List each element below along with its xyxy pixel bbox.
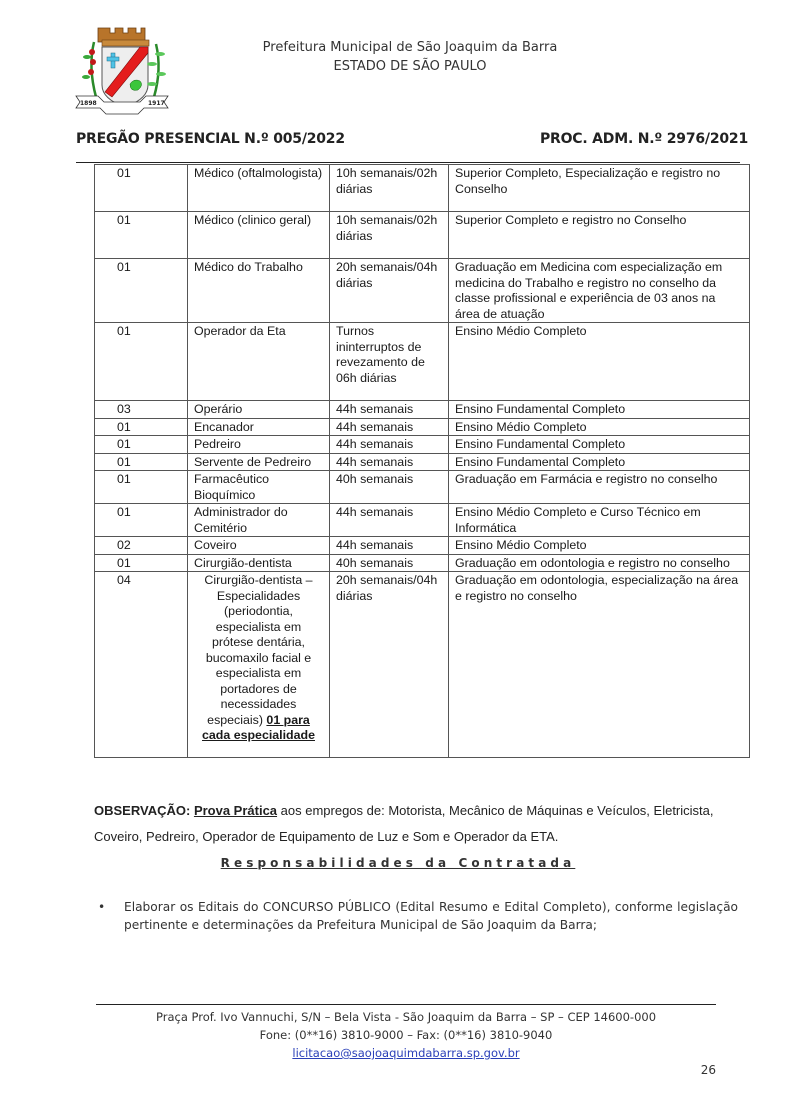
hours-cell: Turnos ininterruptos de revezamento de 06h diárias [330, 323, 449, 401]
qty-cell: 01 [95, 453, 188, 471]
hours-cell: 10h semanais/02h diárias [330, 165, 449, 212]
requirements-cell: Superior Completo e registro no Conselho [449, 212, 750, 259]
role-text: Cirurgião-dentista – Especialidades (periodontia, especialista em prótese dentária, bucomaxilo facial e especialista em portadores de necessidades especiais) [204, 573, 313, 727]
requirements-cell: Graduação em odontologia, especialização na área e registro no conselho [449, 572, 750, 758]
table-row [95, 436, 750, 454]
state-name: ESTADO DE SÃO PAULO [333, 59, 487, 74]
positions-table [94, 164, 750, 758]
footer-email-link[interactable]: licitacao@saojoaquimdabarra.sp.gov.br [292, 1046, 520, 1060]
observation-note [94, 798, 754, 850]
table-row [95, 572, 750, 758]
list-item-text: Elaborar os Editais do CONCURSO PÚBLICO (Edital Resumo e Edital Completo), conforme legislação pertinente e determinações da Prefeitura Municipal de São Joaquim da Barra; [124, 900, 738, 932]
role-cell: Médico do Trabalho [188, 259, 330, 323]
footer-address: Praça Prof. Ivo Vannuchi, S/N – Bela Vista - São Joaquim da Barra – SP – CEP 14600-000 [155, 1010, 657, 1024]
observation-label: OBSERVAÇÃO: [94, 803, 191, 818]
requirements-cell: Ensino Médio Completo [449, 418, 750, 436]
letterhead [200, 38, 620, 76]
pregao-number: PREGÃO PRESENCIAL N.º 005/2022 [76, 131, 345, 147]
hours-cell: 20h semanais/04h diárias [330, 259, 449, 323]
institution-name: Prefeitura Municipal de São Joaquim da Barra [262, 40, 558, 55]
requirements-cell: Ensino Médio Completo [449, 323, 750, 401]
qty-cell: 01 [95, 471, 188, 504]
hours-cell: 44h semanais [330, 401, 449, 419]
qty-cell: 02 [95, 537, 188, 555]
qty-cell: 01 [95, 554, 188, 572]
table-row [95, 165, 750, 212]
hours-cell: 40h semanais [330, 471, 449, 504]
hours-cell: 44h semanais [330, 436, 449, 454]
hours-cell: 44h semanais [330, 453, 449, 471]
hours-cell: 40h semanais [330, 554, 449, 572]
footer [96, 1008, 716, 1062]
requirements-cell: Ensino Médio Completo [449, 537, 750, 555]
header-divider [76, 162, 740, 163]
table-row [95, 259, 750, 323]
page-number: 26 [700, 1063, 716, 1077]
role-cell: Médico (oftalmologista) [188, 165, 330, 212]
table-row [95, 212, 750, 259]
role-cell: Operador da Eta [188, 323, 330, 401]
proc-adm-number: PROC. ADM. N.º 2976/2021 [539, 131, 748, 147]
role-emphasis: 01 para cada especialidade [202, 712, 315, 742]
role-cell: Encanador [188, 418, 330, 436]
hours-cell: 20h semanais/04h diárias [330, 572, 449, 758]
table-row [95, 554, 750, 572]
requirements-cell: Graduação em Farmácia e registro no conselho [449, 471, 750, 504]
role-cell: Farmacêutico Bioquímico [188, 471, 330, 504]
section-title: Responsabilidades da Contratada [220, 856, 576, 870]
qty-cell: 01 [95, 418, 188, 436]
observation-text: aos empregos de: Motorista, Mecânico de Máquinas e Veículos, Eletricista, Coveiro, Pedreiro, Operador de Equipamento de Luz e Som e Operador da ETA. [94, 803, 714, 844]
hours-cell: 44h semanais [330, 537, 449, 555]
qty-cell: 01 [95, 165, 188, 212]
role-cell: Cirurgião-dentista [188, 554, 330, 572]
requirements-cell: Ensino Fundamental Completo [449, 436, 750, 454]
table-row [95, 323, 750, 401]
qty-cell: 04 [95, 572, 188, 758]
role-cell: Coveiro [188, 537, 330, 555]
observation-emphasis: Prova Prática [193, 803, 278, 818]
table-row [95, 453, 750, 471]
table-row [95, 401, 750, 419]
footer-divider [96, 1004, 716, 1005]
hours-cell: 44h semanais [330, 418, 449, 436]
table-row [95, 537, 750, 555]
bullet-icon: • [98, 900, 106, 914]
qty-cell: 01 [95, 212, 188, 259]
hours-cell: 44h semanais [330, 504, 449, 537]
list-item [98, 898, 738, 934]
qty-cell: 03 [95, 401, 188, 419]
qty-cell: 01 [95, 504, 188, 537]
qty-cell: 01 [95, 259, 188, 323]
table-row [95, 471, 750, 504]
qty-cell: 01 [95, 436, 188, 454]
hours-cell: 10h semanais/02h diárias [330, 212, 449, 259]
svg-text:1917: 1917 [148, 100, 165, 107]
requirements-cell: Graduação em odontologia e registro no conselho [449, 554, 750, 572]
footer-phone: Fone: (0**16) 3810-9000 – Fax: (0**16) 3810-9040 [259, 1028, 553, 1042]
role-cell: Médico (clinico geral) [188, 212, 330, 259]
table-row [95, 418, 750, 436]
requirements-cell: Superior Completo, Especialização e registro no Conselho [449, 165, 750, 212]
requirements-cell: Ensino Fundamental Completo [449, 401, 750, 419]
table-row [95, 504, 750, 537]
requirements-cell: Ensino Fundamental Completo [449, 453, 750, 471]
role-cell: Servente de Pedreiro [188, 453, 330, 471]
svg-text:1898: 1898 [80, 100, 97, 107]
role-cell: Operário [188, 401, 330, 419]
requirements-cell: Graduação em Medicina com especialização em medicina do Trabalho e registro no conselho da classe profissional e experiência de 03 anos na área de atuação [449, 259, 750, 323]
requirements-cell: Ensino Médio Completo e Curso Técnico em Informática [449, 504, 750, 537]
role-cell: Pedreiro [188, 436, 330, 454]
qty-cell: 01 [95, 323, 188, 401]
role-cell: Administrador do Cemitério [188, 504, 330, 537]
coat-of-arms-logo [72, 22, 172, 116]
role-cell [188, 572, 330, 758]
municipal-coat-of-arms-icon [72, 22, 172, 116]
